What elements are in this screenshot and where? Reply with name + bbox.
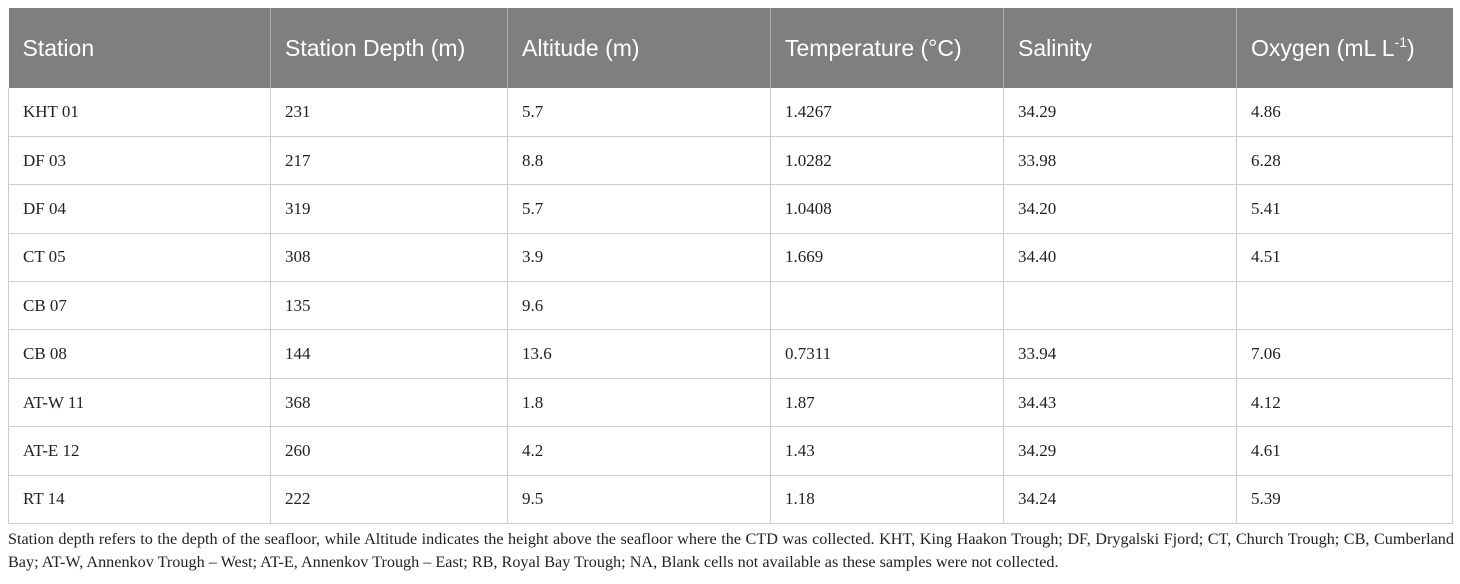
table-row [9,475,1453,523]
table-body [9,88,1453,524]
cell-altitude: 3.9 [508,233,771,281]
header-oxygen-exponent: -1 [1394,33,1408,50]
cell-oxygen [1237,282,1453,330]
ctd-data-table [8,8,1453,524]
cell-oxygen: 4.61 [1237,427,1453,475]
cell-altitude: 8.8 [508,136,771,184]
cell-altitude: 13.6 [508,330,771,378]
cell-station: AT-W 11 [9,378,271,426]
cell-depth: 260 [271,427,508,475]
cell-oxygen: 4.12 [1237,378,1453,426]
cell-temperature: 1.18 [771,475,1004,523]
table-row [9,136,1453,184]
cell-temperature: 1.43 [771,427,1004,475]
cell-temperature [771,282,1004,330]
cell-salinity: 33.94 [1004,330,1237,378]
cell-altitude: 4.2 [508,427,771,475]
cell-depth: 319 [271,185,508,233]
table-row [9,378,1453,426]
cell-salinity: 34.29 [1004,427,1237,475]
cell-temperature: 1.0282 [771,136,1004,184]
cell-station: CB 07 [9,282,271,330]
cell-station: AT-E 12 [9,427,271,475]
cell-depth: 135 [271,282,508,330]
cell-salinity: 34.40 [1004,233,1237,281]
cell-depth: 308 [271,233,508,281]
cell-station: CT 05 [9,233,271,281]
header-altitude: Altitude (m) [508,8,771,88]
cell-oxygen: 6.28 [1237,136,1453,184]
header-oxygen [1237,8,1453,88]
cell-depth: 368 [271,378,508,426]
cell-oxygen: 5.39 [1237,475,1453,523]
cell-station: CB 08 [9,330,271,378]
table-header [9,8,1453,88]
table-row [9,88,1453,136]
cell-temperature: 1.669 [771,233,1004,281]
cell-oxygen: 5.41 [1237,185,1453,233]
cell-temperature: 1.4267 [771,88,1004,136]
cell-salinity: 34.20 [1004,185,1237,233]
header-row [9,8,1453,88]
header-station: Station [9,8,271,88]
cell-temperature: 1.87 [771,378,1004,426]
table-row [9,185,1453,233]
cell-station: RT 14 [9,475,271,523]
cell-altitude: 5.7 [508,88,771,136]
cell-depth: 217 [271,136,508,184]
cell-temperature: 1.0408 [771,185,1004,233]
cell-altitude: 1.8 [508,378,771,426]
table-footnote: Station depth refers to the depth of the seafloor, while Altitude indicates the height above the seafloor where the CTD was collected. KHT, King Haakon Trough; DF, Drygalski Fjord; CT, Church Trough; CB, Cumberland Bay; AT-W, Annenkov Trough – West; AT-E, Annenkov Trough – East; RB, Royal Bay Trough; NA, Blank cells not available as these samples were not collected. [8,530,1454,571]
cell-depth: 222 [271,475,508,523]
cell-salinity: 34.29 [1004,88,1237,136]
table-container [8,8,1452,524]
header-oxygen-text: Oxygen (mL L [1251,34,1395,61]
cell-salinity: 33.98 [1004,136,1237,184]
header-salinity: Salinity [1004,8,1237,88]
header-oxygen-close: ) [1407,34,1415,61]
cell-altitude: 9.5 [508,475,771,523]
cell-oxygen: 4.86 [1237,88,1453,136]
cell-altitude: 9.6 [508,282,771,330]
cell-salinity: 34.43 [1004,378,1237,426]
cell-station: DF 03 [9,136,271,184]
header-station-depth: Station Depth (m) [271,8,508,88]
cell-oxygen: 4.51 [1237,233,1453,281]
table-row [9,330,1453,378]
cell-station: DF 04 [9,185,271,233]
cell-depth: 144 [271,330,508,378]
cell-depth: 231 [271,88,508,136]
table-row [9,282,1453,330]
cell-oxygen: 7.06 [1237,330,1453,378]
header-temperature: Temperature (°C) [771,8,1004,88]
cell-salinity: 34.24 [1004,475,1237,523]
cell-altitude: 5.7 [508,185,771,233]
table-row [9,427,1453,475]
table-row [9,233,1453,281]
cell-temperature: 0.7311 [771,330,1004,378]
cell-salinity [1004,282,1237,330]
cell-station: KHT 01 [9,88,271,136]
